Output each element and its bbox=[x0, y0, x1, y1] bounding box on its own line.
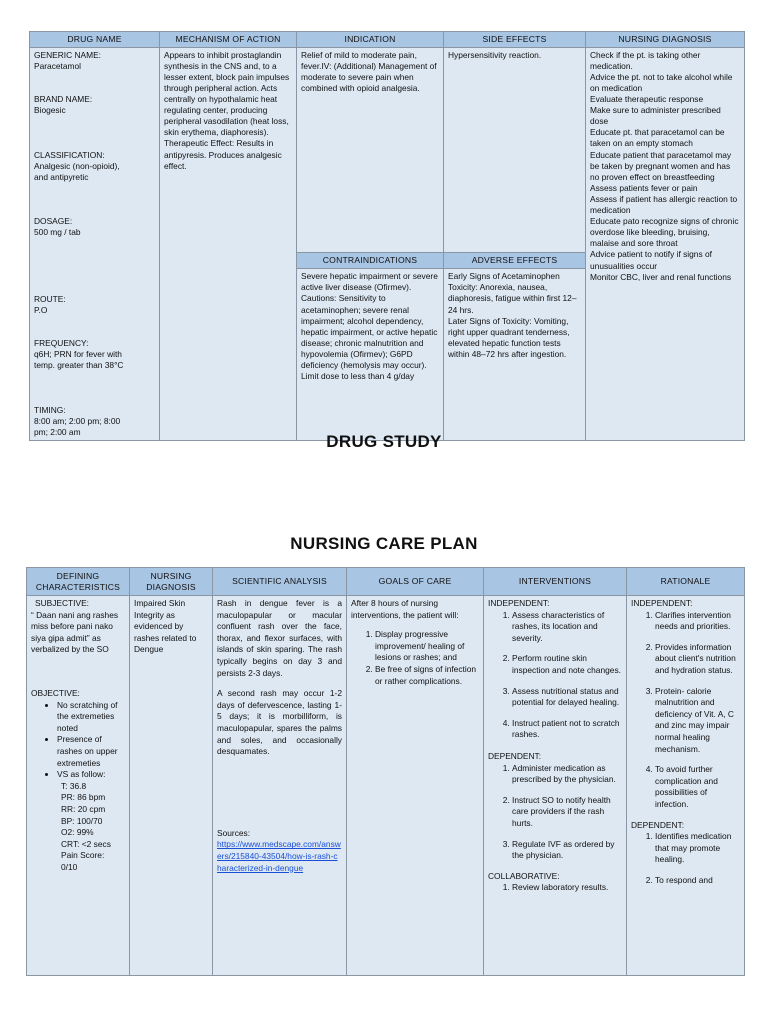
header-adverse-effects: ADVERSE EFFECTS bbox=[444, 253, 586, 269]
interventions-cell bbox=[484, 596, 627, 976]
objective-label: OBJECTIVE: bbox=[31, 687, 80, 698]
header-contraindications: CONTRAINDICATIONS bbox=[297, 253, 444, 269]
rationale-independent-label: INDEPENDENT: bbox=[631, 598, 693, 608]
header-nursing-diagnosis-cp: NURSING DIAGNOSIS bbox=[130, 568, 213, 596]
intervention-item: 4. Instruct patient not to scratch rashes. bbox=[512, 718, 622, 741]
goals-of-care-cell bbox=[347, 596, 484, 976]
rationale-dependent-label: DEPENDENT: bbox=[631, 819, 685, 830]
header-side-effects: SIDE EFFECTS bbox=[444, 32, 586, 48]
rationale-cell bbox=[627, 596, 745, 976]
intervention-item: 1. Assess characteristics of rashes, its location and severity. bbox=[512, 610, 622, 645]
objective-item bbox=[57, 769, 125, 873]
care-plan-header-row bbox=[27, 568, 745, 596]
rationale-item: 2. To respond and bbox=[655, 875, 740, 887]
header-interventions: INTERVENTIONS bbox=[484, 568, 627, 596]
mechanism-cell: Appears to inhibit prostaglandin synthesis in the CNS and, to a lesser extent, block pain impulses through peripheral action. Acts centrally on hypothalamic heat regulating center, producing peripheral vasodilation (heat loss, skin erythema, diaphoresis). Therapeutic Effect: Results in antipyresis. Produces analgesic effect. bbox=[160, 47, 297, 440]
header-goals-of-care: GOALS OF CARE bbox=[347, 568, 484, 596]
header-drug-name: DRUG NAME bbox=[30, 32, 160, 48]
rationale-item: 3. Protein- calorie malnutrition and deficiency of Vit. A, C and zinc may impair normal healing mechanism. bbox=[655, 686, 740, 756]
interventions-independent-label: INDEPENDENT: bbox=[488, 598, 550, 608]
intervention-item: 2. Perform routine skin inspection and note changes. bbox=[512, 653, 622, 676]
header-scientific-analysis: SCIENTIFIC ANALYSIS bbox=[213, 568, 347, 596]
rationale-item: 1. Clarifies intervention needs and priorities. bbox=[655, 610, 740, 633]
collaborative-list bbox=[488, 882, 622, 894]
independent-list bbox=[488, 610, 622, 741]
header-indication: INDICATION bbox=[297, 32, 444, 48]
drug-study-title: DRUG STUDY bbox=[326, 432, 442, 451]
intervention-item: 3. Regulate IVF as ordered by the physician. bbox=[512, 839, 622, 862]
sources-link[interactable]: https://www.medscape.com/answers/215840-43504/how-is-rash-characterized-in-dengue bbox=[217, 839, 341, 873]
subjective-text: “ Daan nani ang rashes miss before pani nako siya gipa admit” as verbalized by the SO bbox=[31, 609, 119, 655]
vs-label: VS as follow: bbox=[57, 769, 106, 780]
care-plan-body-row bbox=[27, 596, 745, 976]
objective-list bbox=[31, 700, 125, 874]
objective-item: • No scratching of the extremeties noted bbox=[57, 700, 125, 735]
intervention-item: 1. Review laboratory results. bbox=[512, 882, 622, 894]
intervention-item: 2. Instruct SO to notify health care providers if the rash hurts. bbox=[512, 795, 622, 830]
vital-signs: T: 36.8 PR: 86 bpm RR: 20 cpm BP: 100/70 O2: 99% CRT: <2 secs Pain Score: 0/10 bbox=[61, 780, 111, 872]
analysis-paragraph-2: A second rash may occur 1-2 days of defervescence, lasting 1-5 days; it is morbilliform, is maculopapular, spares the palms and soles, and occasionally desquamates. bbox=[217, 688, 342, 757]
drug-name-cell: GENERIC NAME: Paracetamol BRAND NAME: Biogesic CLASSIFICATION: Analgesic (non-opioid), and antipyretic DOSAGE: 500 mg / tab ROUTE: P.O FREQUENCY: q6H; PRN for fever with temp. greater than 38°C TIMING: 8:00 am; 2:00 pm; 8:00 pm; 2:00 am bbox=[30, 47, 160, 440]
drug-study-table bbox=[29, 31, 745, 441]
drug-study-header-row bbox=[30, 32, 745, 48]
nursing-diagnosis-cell: Check if the pt. is taking other medication. Advice the pt. not to take alcohol while on medication Evaluate therapeutic response Make sure to administer prescribed dose Educate pt. that paracetamol can be taken on an empty stomach Educate patient that paracetamol may be taken by pregnant women and has no proven effect on breastfeeding Assess patients fever or pain Assess if patient has allergic reaction to medication Educate pato recognize signs of chronic overdose like bleeding, bruising, malaise and sore throat Advice patient to notify if signs of unusualities occur Monitor CBC, liver and renal functions bbox=[586, 47, 745, 440]
intervention-item: 1. Administer medication as prescribed by the physician. bbox=[512, 763, 622, 786]
intervention-item: 3. Assess nutritional status and potential for delayed healing. bbox=[512, 686, 622, 709]
goal-item: 1. Display progressive improvement/ healing of lesions or rashes; and bbox=[375, 629, 479, 664]
dependent-list bbox=[488, 763, 622, 862]
goal-item: 2. Be free of signs of infection or rather complications. bbox=[375, 664, 479, 687]
header-rationale: RATIONALE bbox=[627, 568, 745, 596]
subjective-label: SUBJECTIVE: bbox=[35, 598, 89, 608]
rationale-item: 4. To avoid further complication and possibilities of infection. bbox=[655, 764, 740, 810]
contraindications-cell: Severe hepatic impairment or severe active liver disease (Ofirmev). Cautions: Sensitivity to acetaminophen; severe renal impairment; alcohol dependency, hepatic impairment, or active hepatic disease; chronic malnutrition and hypovolemia (Ofirmev); G6PD deficiency (hemolysis may occur). Limit dose to less than 4 g/day bbox=[297, 269, 444, 441]
goals-list bbox=[351, 629, 479, 687]
defining-characteristics-cell bbox=[27, 596, 130, 976]
drug-study-row-top bbox=[30, 47, 745, 252]
interventions-collaborative-label: COLLABORATIVE: bbox=[488, 870, 560, 881]
indication-cell: Relief of mild to moderate pain, fever.IV: (Additional) Management of moderate to severe pain when combined with opioid analgesia. bbox=[297, 47, 444, 252]
rationale-item: 2. Provides information about client's nutrition and hydration status. bbox=[655, 642, 740, 677]
rationale-dependent-list bbox=[631, 831, 740, 886]
header-defining-characteristics: DEFINING CHARACTERISTICS bbox=[27, 568, 130, 596]
nursing-diagnosis-cp-cell: Impaired Skin Integrity as evidenced by rashes related to Dengue bbox=[130, 596, 213, 976]
care-plan-title: NURSING CARE PLAN bbox=[290, 534, 478, 553]
header-nursing-diagnosis: NURSING DIAGNOSIS bbox=[586, 32, 745, 48]
objective-item: • Presence of rashes on upper extremeties bbox=[57, 734, 125, 769]
rationale-independent-list bbox=[631, 610, 740, 811]
scientific-analysis-cell bbox=[213, 596, 347, 976]
rationale-item: 1. Identifies medication that may promote healing. bbox=[655, 831, 740, 866]
side-effects-cell: Hypersensitivity reaction. bbox=[444, 47, 586, 252]
goals-intro: After 8 hours of nursing interventions, the patient will: bbox=[351, 598, 459, 620]
care-plan-table bbox=[26, 567, 745, 976]
analysis-paragraph-1: Rash in dengue fever is a maculopapular or macular confluent rash over the face, thorax, and flexor surfaces, with islands of skin sparing. The rash typically begins on day 3 and persists 2-3 days. bbox=[217, 598, 342, 678]
header-mechanism: MECHANISM OF ACTION bbox=[160, 32, 297, 48]
adverse-effects-cell: Early Signs of Acetaminophen Toxicity: Anorexia, nausea, diaphoresis, fatigue within first 12–24 hrs. Later Signs of Toxicity: Vomiting, right upper quadrant tenderness, elevated hepatic function tests within 48–72 hrs after ingestion. bbox=[444, 269, 586, 441]
interventions-dependent-label: DEPENDENT: bbox=[488, 750, 542, 761]
sources-label: Sources: bbox=[217, 827, 251, 838]
